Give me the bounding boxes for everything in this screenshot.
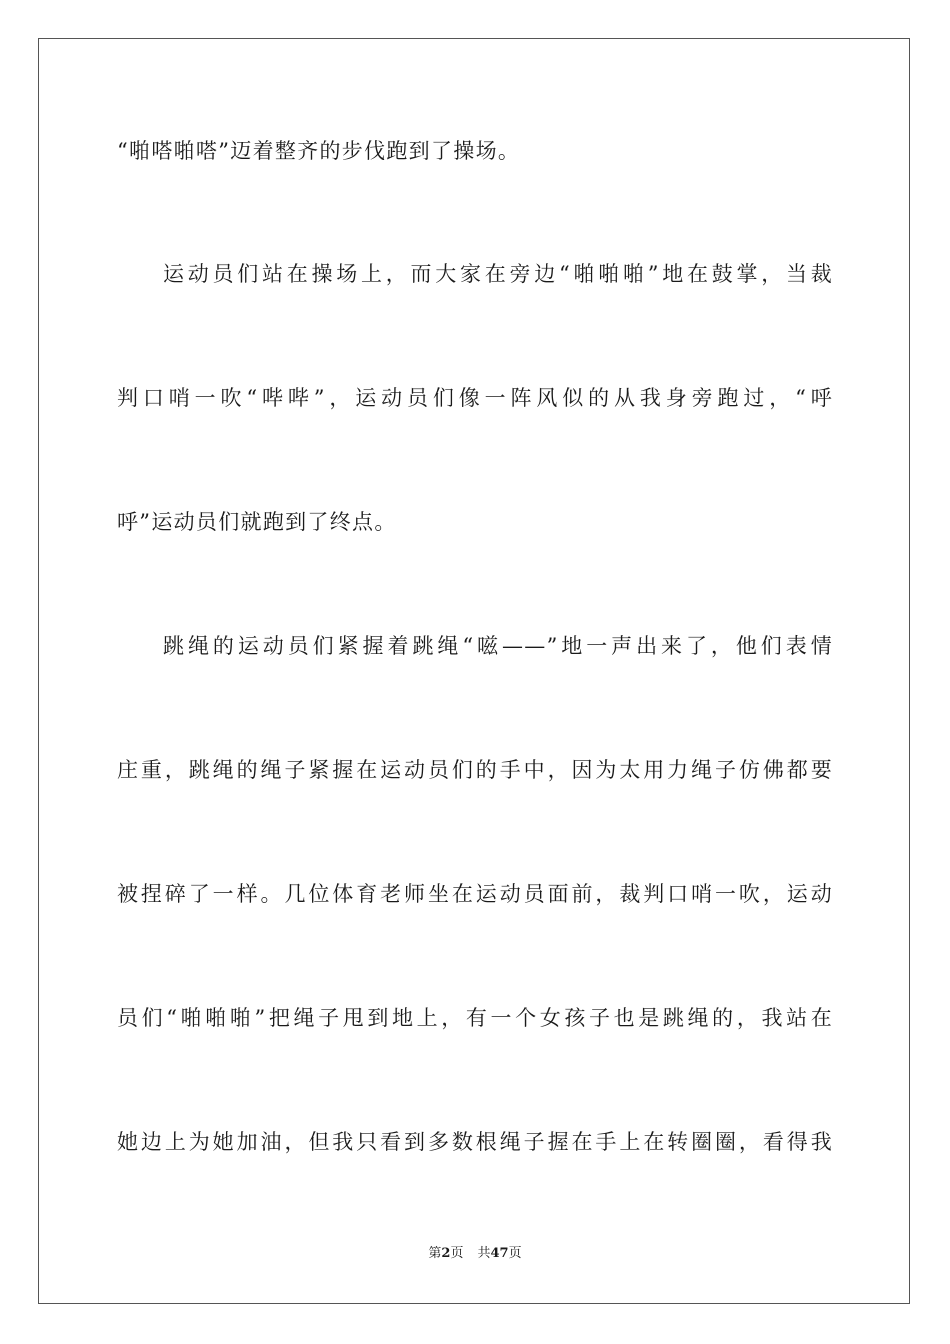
paragraph-line-4: 呼”运动员们就跑到了终点。 (117, 510, 397, 534)
page-frame (38, 38, 910, 1304)
footer-page-prefix: 第 (428, 1246, 442, 1261)
paragraph-line-7: 被捏碎了一样。几位体育老师坐在运动员面前，裁判口哨一吹，运动 (117, 882, 833, 906)
paragraph-line-8: 员们“啪啪啪”把绳子甩到地上，有一个女孩子也是跳绳的，我站在 (117, 1006, 833, 1030)
paragraph-line-9: 她边上为她加油，但我只看到多数根绳子握在手上在转圈圈，看得我 (117, 1130, 833, 1154)
footer-page-number: 2 (441, 1246, 451, 1261)
footer-total-prefix: 共 (477, 1246, 491, 1261)
footer-total-suffix: 页 (508, 1246, 522, 1261)
paragraph-line-3: 判口哨一吹“哔哔”，运动员们像一阵风似的从我身旁跑过，“呼 (117, 386, 833, 410)
paragraph-line-6: 庄重，跳绳的绳子紧握在运动员们的手中，因为太用力绳子仿佛都要 (117, 758, 833, 782)
footer-page-suffix: 页 (450, 1246, 464, 1261)
page-footer (0, 1245, 950, 1263)
footer-total-pages: 47 (490, 1246, 509, 1261)
paragraph-line-1: “啪嗒啪嗒”迈着整齐的步伐跑到了操场。 (117, 139, 521, 163)
paragraph-line-2: 运动员们站在操场上，而大家在旁边“啪啪啪”地在鼓掌，当裁 (163, 262, 833, 286)
paragraph-line-5: 跳绳的运动员们紧握着跳绳“嗞——”地一声出来了，他们表情 (163, 634, 833, 658)
